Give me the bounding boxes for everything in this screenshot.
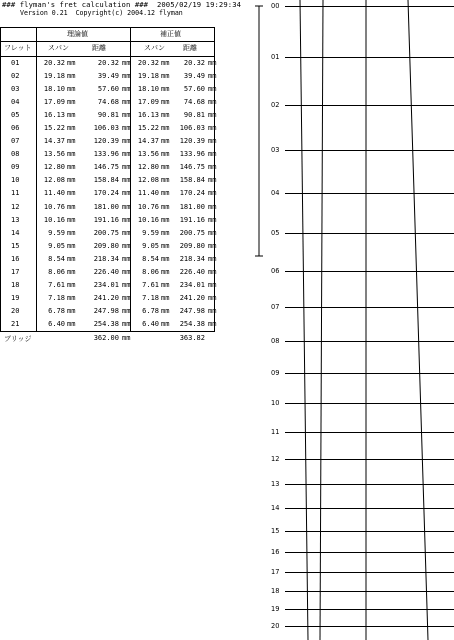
theoretical-span-unit: mm [67,306,76,315]
fret-label: 07 [271,303,280,311]
theoretical-distance-unit: mm [122,176,131,185]
col-corrected-distance-label: 距離 [183,44,197,52]
theoretical-span-unit: mm [67,59,76,67]
theoretical-span: 6.40 [48,319,65,328]
fret-number: 04 [11,98,20,107]
corrected-distance-unit: mm [208,319,217,328]
corrected-span: 6.40 [142,319,159,328]
theoretical-span-unit: mm [67,85,76,94]
fret-number: 07 [11,137,20,146]
corrected-distance: 234.01 [179,280,205,289]
corrected-span: 18.10 [137,85,159,94]
corrected-distance-unit: mm [208,202,217,211]
corrected-span-unit: mm [161,111,170,120]
corrected-distance-unit: mm [208,98,217,107]
corrected-span-unit: mm [161,163,170,172]
fret-number: 16 [11,254,20,263]
fret-number: 03 [11,85,20,94]
theoretical-span: 9.05 [48,241,65,250]
col-corrected-span-label: スパン [144,44,165,52]
corrected-span: 8.06 [142,267,159,276]
corrected-span: 11.40 [137,189,159,198]
fret-label: 12 [271,455,280,463]
string-line [408,0,428,640]
theoretical-span-unit: mm [67,189,76,198]
theoretical-distance: 74.68 [97,98,119,107]
theoretical-distance: 133.96 [93,150,119,159]
corrected-distance-unit: mm [208,189,217,198]
corrected-distance: 146.75 [179,163,205,172]
corrected-distance-unit: mm [208,306,217,315]
fret-label: 11 [271,428,280,436]
corrected-distance: 39.49 [183,72,205,81]
fret-number: 05 [11,111,20,120]
theoretical-span: 10.16 [43,215,65,224]
theoretical-span-unit: mm [67,280,76,289]
report-title: ### flyman's fret calculation ### 2005/02/19 19:29:34 [2,0,242,9]
fret-number: 08 [11,150,20,159]
corrected-distance: 181.00 [179,202,205,211]
corrected-span: 15.22 [137,124,159,133]
corrected-span-unit: mm [161,137,170,146]
corrected-distance: 90.81 [183,111,205,120]
corrected-span: 20.32 [137,59,159,67]
bridge-theoretical-value: 362.00 [93,333,119,342]
theoretical-distance: 106.03 [93,124,119,133]
fret-number: 21 [11,319,20,328]
theoretical-distance-unit: mm [122,254,131,263]
corrected-distance-unit: mm [208,72,217,81]
theoretical-distance: 200.75 [93,228,119,237]
corrected-distance: 57.60 [183,85,205,94]
corrected-span-unit: mm [161,306,170,315]
corrected-span: 12.08 [137,176,159,185]
corrected-distance: 158.84 [179,176,205,185]
corrected-span-unit: mm [161,150,170,159]
theoretical-distance-unit: mm [122,189,131,198]
fret-number: 01 [11,59,20,67]
corrected-span: 10.16 [137,215,159,224]
theoretical-span-unit: mm [67,215,76,224]
theoretical-distance: 20.32 [97,59,119,67]
corrected-distance: 200.75 [179,228,205,237]
theoretical-span: 19.18 [43,72,65,81]
theoretical-span: 8.06 [48,267,65,276]
corrected-distance-unit: mm [208,111,217,120]
theoretical-distance: 146.75 [93,163,119,172]
group-corrected-label: 補正値 [160,30,181,38]
corrected-span: 6.78 [142,306,159,315]
theoretical-span: 6.78 [48,306,65,315]
theoretical-distance-unit: mm [122,293,131,302]
corrected-span-unit: mm [161,98,170,107]
corrected-span: 7.61 [142,280,159,289]
corrected-span: 9.59 [142,228,159,237]
theoretical-span-unit: mm [67,319,76,328]
corrected-span: 12.80 [137,163,159,172]
corrected-span-unit: mm [161,254,170,263]
corrected-distance-unit: mm [208,137,217,146]
corrected-distance: 20.32 [183,59,205,67]
theoretical-span: 18.10 [43,85,65,94]
fret-label: 18 [271,587,280,595]
corrected-distance: 226.40 [179,267,205,276]
theoretical-distance: 120.39 [93,137,119,146]
col-fret-label: フレット [4,44,32,52]
theoretical-span-unit: mm [67,228,76,237]
corrected-distance-unit: mm [208,280,217,289]
group-theoretical-label: 理論値 [67,30,88,38]
string-line [320,0,323,640]
theoretical-distance: 90.81 [97,111,119,120]
corrected-distance-unit: mm [208,267,217,276]
corrected-span-unit: mm [161,176,170,185]
corrected-distance: 120.39 [179,137,205,146]
theoretical-span: 14.37 [43,137,65,146]
fret-label: 15 [271,527,280,535]
corrected-distance-unit: mm [208,228,217,237]
theoretical-span: 17.09 [43,98,65,107]
corrected-distance: 218.34 [179,254,205,263]
theoretical-distance: 170.24 [93,189,119,198]
corrected-span: 8.54 [142,254,159,263]
fret-label: 05 [271,229,280,237]
theoretical-distance: 191.16 [93,215,119,224]
corrected-distance-unit: mm [208,254,217,263]
theoretical-span: 15.22 [43,124,65,133]
corrected-span-unit: mm [161,124,170,133]
theoretical-distance-unit: mm [122,137,131,146]
theoretical-span: 10.76 [43,202,65,211]
corrected-span-unit: mm [161,241,170,250]
theoretical-distance: 209.80 [93,241,119,250]
corrected-span-unit: mm [161,85,170,94]
theoretical-distance-unit: mm [122,228,131,237]
fret-label: 17 [271,568,280,576]
theoretical-span: 12.80 [43,163,65,172]
fret-number: 09 [11,163,20,172]
fret-number: 17 [11,267,20,276]
fret-number: 12 [11,202,20,211]
theoretical-span-unit: mm [67,293,76,302]
theoretical-distance-unit: mm [122,202,131,211]
fret-number: 14 [11,228,20,237]
theoretical-span-unit: mm [67,241,76,250]
fret-label: 13 [271,480,280,488]
theoretical-distance: 39.49 [97,72,119,81]
theoretical-distance-unit: mm [122,98,131,107]
corrected-distance-unit: mm [208,150,217,159]
version-line: Version 0.21 Copyright(c) 2004.12 flyman [20,9,183,17]
fret-label: 06 [271,267,280,275]
theoretical-span: 8.54 [48,254,65,263]
theoretical-span-unit: mm [67,124,76,133]
string-line [300,0,308,640]
corrected-distance-unit: mm [208,176,217,185]
corrected-distance: 254.38 [179,319,205,328]
corrected-span-unit: mm [161,293,170,302]
corrected-span: 17.09 [137,98,159,107]
corrected-distance: 106.03 [179,124,205,133]
theoretical-distance-unit: mm [122,59,131,67]
theoretical-distance: 218.34 [93,254,119,263]
theoretical-span-unit: mm [67,163,76,172]
fret-number: 18 [11,280,20,289]
fret-number: 15 [11,241,20,250]
fret-label: 01 [271,53,280,61]
theoretical-distance-unit: mm [122,306,131,315]
theoretical-span: 7.18 [48,293,65,302]
corrected-span-unit: mm [161,72,170,81]
corrected-span-unit: mm [161,215,170,224]
corrected-distance: 170.24 [179,189,205,198]
theoretical-span-unit: mm [67,137,76,146]
theoretical-distance-unit: mm [122,241,131,250]
theoretical-distance-unit: mm [122,280,131,289]
fret-number: 02 [11,72,20,81]
theoretical-distance: 241.20 [93,293,119,302]
corrected-span-unit: mm [161,228,170,237]
corrected-distance-unit: mm [208,59,217,67]
corrected-distance: 191.16 [179,215,205,224]
theoretical-distance: 57.60 [97,85,119,94]
corrected-distance: 209.80 [179,241,205,250]
fret-number: 19 [11,293,20,302]
theoretical-span-unit: mm [67,72,76,81]
theoretical-span: 20.32 [43,59,65,67]
bridge-corrected-value: 363.82 [179,333,205,342]
corrected-distance-unit: mm [208,215,217,224]
fret-label: 10 [271,399,280,407]
theoretical-span-unit: mm [67,98,76,107]
theoretical-distance-unit: mm [122,124,131,133]
corrected-distance: 133.96 [179,150,205,159]
corrected-span-unit: mm [161,280,170,289]
corrected-span: 19.18 [137,72,159,81]
corrected-span-unit: mm [161,59,170,67]
corrected-distance-unit: mm [208,124,217,133]
col-theoretical-distance-label: 距離 [92,44,106,52]
fret-label: 14 [271,504,280,512]
corrected-distance-unit: mm [208,293,217,302]
corrected-distance: 247.98 [179,306,205,315]
theoretical-distance: 158.84 [93,176,119,185]
corrected-span: 10.76 [137,202,159,211]
theoretical-span: 12.08 [43,176,65,185]
corrected-span-unit: mm [161,189,170,198]
fret-label: 09 [271,369,280,377]
theoretical-distance-unit: mm [122,72,131,81]
theoretical-distance: 181.00 [93,202,119,211]
theoretical-span-unit: mm [67,202,76,211]
theoretical-distance-unit: mm [122,85,131,94]
corrected-span-unit: mm [161,267,170,276]
theoretical-span-unit: mm [67,267,76,276]
theoretical-span-unit: mm [67,176,76,185]
theoretical-distance-unit: mm [122,267,131,276]
theoretical-distance: 254.38 [93,319,119,328]
theoretical-span-unit: mm [67,150,76,159]
bridge-label: ブリッジ [4,334,32,343]
corrected-span: 16.13 [137,111,159,120]
theoretical-distance: 226.40 [93,267,119,276]
theoretical-span: 11.40 [43,189,65,198]
corrected-span: 7.18 [142,293,159,302]
corrected-distance: 241.20 [179,293,205,302]
theoretical-distance-unit: mm [122,215,131,224]
theoretical-span: 7.61 [48,280,65,289]
fret-label: 20 [271,622,280,630]
corrected-span: 13.56 [137,150,159,159]
corrected-distance-unit: mm [208,85,217,94]
corrected-span-unit: mm [161,319,170,328]
fret-number: 20 [11,306,20,315]
theoretical-span-unit: mm [67,254,76,263]
fret-label: 19 [271,605,280,613]
bridge-theoretical-unit: mm [122,333,131,342]
col-theoretical-span-label: スパン [48,44,69,52]
fret-label: 16 [271,548,280,556]
theoretical-distance: 247.98 [93,306,119,315]
theoretical-distance-unit: mm [122,111,131,120]
theoretical-distance-unit: mm [122,319,131,328]
theoretical-span: 13.56 [43,150,65,159]
fret-label: 04 [271,189,280,197]
fret-label: 03 [271,146,280,154]
fret-number: 10 [11,176,20,185]
fret-label: 00 [271,2,280,10]
theoretical-span-unit: mm [67,111,76,120]
corrected-distance: 74.68 [183,98,205,107]
theoretical-distance-unit: mm [122,150,131,159]
fret-label: 02 [271,101,280,109]
theoretical-span: 9.59 [48,228,65,237]
corrected-distance-unit: mm [208,241,217,250]
fret-number: 13 [11,215,20,224]
corrected-span-unit: mm [161,202,170,211]
fret-label: 08 [271,337,280,345]
corrected-span: 9.05 [142,241,159,250]
fret-number: 06 [11,124,20,133]
corrected-span: 14.37 [137,137,159,146]
theoretical-span: 16.13 [43,111,65,120]
theoretical-distance: 234.01 [93,280,119,289]
fret-number: 11 [11,189,20,198]
corrected-distance-unit: mm [208,163,217,172]
theoretical-distance-unit: mm [122,163,131,172]
